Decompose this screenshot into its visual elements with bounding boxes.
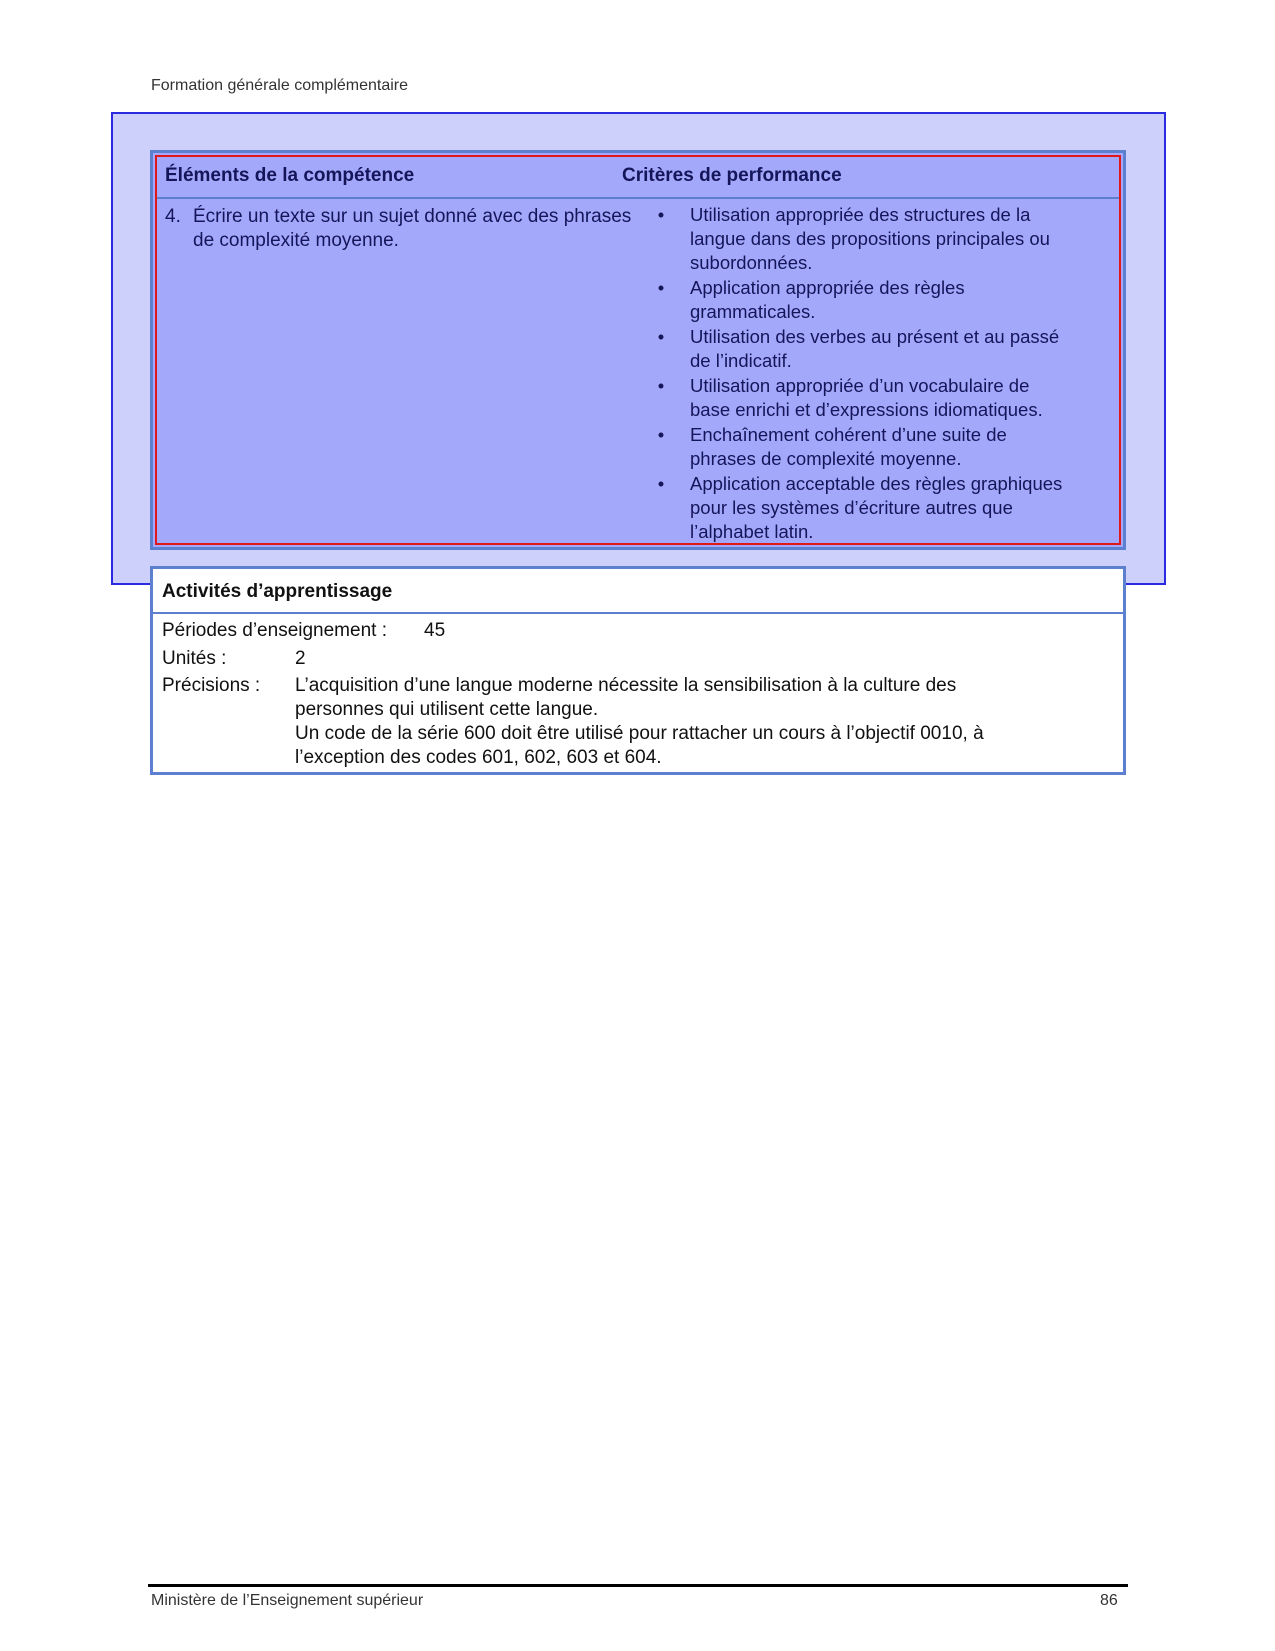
activities-table (150, 566, 1126, 775)
periods-value: 45 (424, 620, 446, 641)
criteria-text: Application appropriée des règles grammaticales. (690, 277, 965, 322)
precisions-line: l’exception des codes 601, 602, 603 et 604. (295, 747, 662, 768)
criteria-item (654, 325, 1074, 373)
precisions-line: L’acquisition d’une langue moderne nécessite la sensibilisation à la culture des (295, 675, 957, 696)
bullet-icon: • (657, 326, 665, 347)
criteria-text: Utilisation appropriée des structures de la langue dans des propositions principales ou subordonnées. (690, 204, 1050, 273)
criteria-list (654, 203, 1074, 545)
bullet-icon: • (657, 204, 665, 225)
criteria-item (654, 276, 1074, 324)
criteria-item (654, 423, 1074, 471)
periods-label: Périodes d’enseignement : (162, 620, 387, 641)
bullet-icon: • (657, 277, 665, 298)
activities-title: Activités d’apprentissage (162, 581, 393, 602)
precisions-label: Précisions : (162, 675, 261, 696)
column-header-elements: Éléments de la compétence (165, 165, 415, 186)
competence-table-header (157, 157, 1119, 199)
footer-divider (148, 1584, 1128, 1587)
units-label: Unités : (162, 648, 227, 669)
page-header: Formation générale complémentaire (151, 77, 409, 94)
element-number: 4. (165, 206, 181, 227)
precisions-text (295, 674, 1075, 770)
activities-header (153, 569, 1123, 614)
bullet-icon: • (657, 375, 665, 396)
precisions-line: personnes qui utilisent cette langue. (295, 699, 599, 720)
competence-table-inner (155, 155, 1121, 545)
criteria-item (654, 203, 1074, 275)
criteria-text: Enchaînement cohérent d’une suite de phrases de complexité moyenne. (690, 424, 1007, 469)
competence-table (150, 150, 1126, 550)
criteria-text: Utilisation appropriée d’un vocabulaire de base enrichi et d’expressions idiomatiques. (690, 375, 1043, 420)
criteria-text: Application acceptable des règles graphiques pour les systèmes d’écriture autres que l’alphabet latin. (690, 473, 1063, 542)
column-header-criteria: Critères de performance (622, 165, 842, 186)
footer-ministry: Ministère de l’Enseignement supérieur (151, 1592, 424, 1609)
criteria-item (654, 374, 1074, 422)
bullet-icon: • (657, 473, 665, 494)
bullet-icon: • (657, 424, 665, 445)
precisions-line: Un code de la série 600 doit être utilisé pour rattacher un cours à l’objectif 0010, à (295, 723, 984, 744)
page-number: 86 (1100, 1592, 1118, 1609)
criteria-text: Utilisation des verbes au présent et au passé de l’indicatif. (690, 326, 1060, 371)
element-text: Écrire un texte sur un sujet donné avec des phrases de complexité moyenne. (193, 206, 632, 251)
criteria-item (654, 472, 1074, 544)
units-value: 2 (295, 648, 306, 669)
